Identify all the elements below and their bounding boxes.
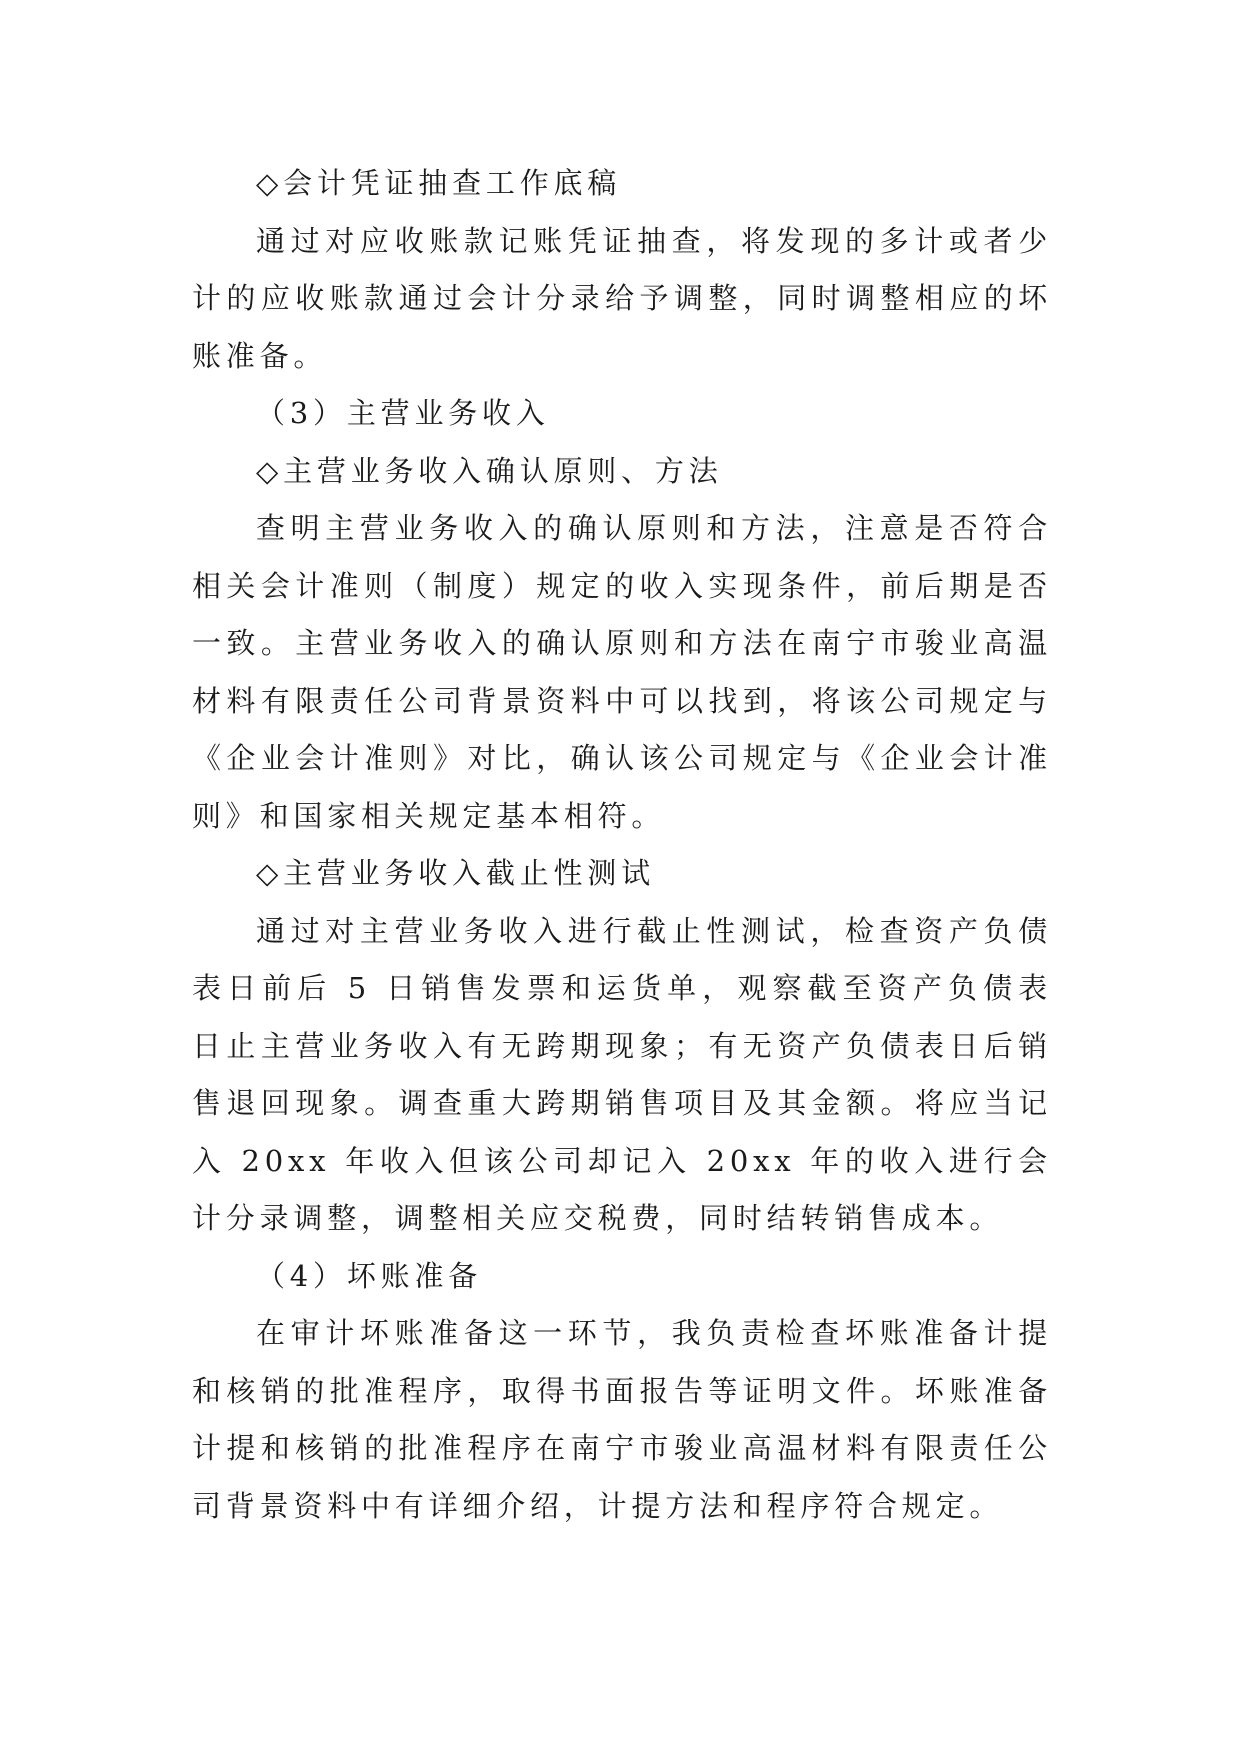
body-paragraph: 查明主营业务收入的确认原则和方法，注意是否符合相关会计准则（制度）规定的收入实现条件，前后期是否一致。主营业务收入的确认原则和方法在南宁市骏业高温材料有限责任公司背景资料中可以找到，将该公司规定与《企业会计准则》对比，确认该公司规定与《企业会计准则》和国家相关规定基本相符。 bbox=[192, 511, 1052, 833]
section-heading: （4）坏账准备 bbox=[256, 1258, 483, 1293]
body-paragraph: 通过对应收账款记账凭证抽查，将发现的多计或者少计的应收账款通过会计分录给予调整，同时调整相应的坏账准备。 bbox=[192, 223, 1052, 373]
section-heading: （3）主营业务收入 bbox=[256, 396, 550, 430]
body-paragraph: 通过对主营业务收入进行截止性测试，检查资产负债表日前后 5 日销售发票和运货单，观察截至资产负债表日止主营业务收入有无跨期现象；有无资产负债表日后销售退回现象。调查重大跨期销售项目及其金额。将应当记入 20xx 年收入但该公司却记入 20xx 年的收入进行会计分录调整，调整相关应交税费，同时结转销售成本。 bbox=[192, 913, 1052, 1235]
workpaper-heading: ◇会计凭证抽查工作底稿 bbox=[256, 166, 622, 200]
document-body bbox=[192, 155, 1052, 1535]
subsection-heading: ◇主营业务收入截止性测试 bbox=[256, 856, 655, 890]
subsection-heading: ◇主营业务收入确认原则、方法 bbox=[256, 453, 723, 488]
body-paragraph: 在审计坏账准备这一环节，我负责检查坏账准备计提和核销的批准程序，取得书面报告等证明文件。坏账准备计提和核销的批准程序在南宁市骏业高温材料有限责任公司背景资料中有详细介绍，计提方法和程序符合规定。 bbox=[192, 1316, 1052, 1523]
